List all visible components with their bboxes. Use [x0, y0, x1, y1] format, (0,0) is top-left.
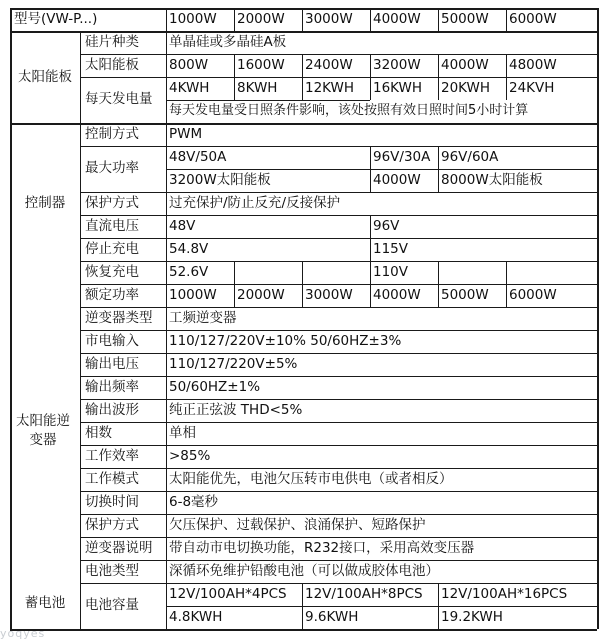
- grid-line: [166, 606, 597, 607]
- grid-line: [80, 491, 597, 492]
- row-label: 额定功率: [85, 287, 139, 303]
- cell-text: 9.6KWH: [305, 609, 359, 625]
- grid-line: [234, 261, 235, 284]
- grid-line: [506, 8, 507, 31]
- model-column-header: 2000W: [237, 11, 285, 27]
- cell-text: >85%: [169, 448, 211, 464]
- cell-text: PWM: [169, 126, 203, 142]
- cell-text: 2400W: [305, 57, 353, 73]
- grid-line: [80, 376, 597, 377]
- row-label: 硅片种类: [85, 34, 139, 50]
- cell-text: 太阳能优先，电池欠压转市电供电（或者相反）: [169, 471, 453, 487]
- cell-text: 8KWH: [237, 80, 278, 96]
- cell-text: 12V/100AH*16PCS: [441, 586, 568, 602]
- grid-line: [302, 8, 303, 31]
- cell-text: 48V: [169, 218, 196, 234]
- grid-line: [80, 307, 597, 308]
- model-column-header: 4000W: [373, 11, 421, 27]
- cell-text: 1600W: [237, 57, 285, 73]
- row-label: 工作模式: [85, 471, 139, 487]
- grid-line: [10, 629, 597, 631]
- grid-line: [438, 261, 439, 284]
- grid-line: [80, 31, 81, 629]
- cell-text: 110/127/220V±10% 50/60HZ±3%: [169, 333, 402, 349]
- cell-text: 欠压保护、过载保护、浪涌保护、短路保护: [169, 517, 426, 533]
- cell-text: 12V/100AH*4PCS: [169, 586, 287, 602]
- grid-line: [302, 583, 303, 629]
- cell-text: 3200W太阳能板: [169, 172, 271, 188]
- grid-line: [370, 8, 371, 31]
- grid-line: [80, 445, 597, 446]
- grid-line: [10, 8, 597, 10]
- grid-line: [370, 215, 371, 284]
- cell-text: 4000W: [373, 287, 421, 303]
- row-label: 相数: [85, 425, 112, 441]
- grid-line: [438, 284, 439, 307]
- row-label: 停止充电: [85, 241, 139, 257]
- grid-line: [80, 215, 597, 216]
- grid-line: [80, 514, 597, 515]
- cell-text: 19.2KWH: [441, 609, 503, 625]
- section-controller: 控制器: [24, 195, 66, 211]
- grid-line: [302, 54, 303, 100]
- grid-line: [438, 8, 439, 31]
- model-column-header: 5000W: [441, 11, 489, 27]
- cell-text: 工频逆变器: [169, 310, 237, 326]
- cell-text: 20KWH: [441, 80, 491, 96]
- cell-text: 过充保护/防止反充/反接保护: [169, 195, 341, 211]
- grid-line: [80, 468, 597, 469]
- cell-text: 110V: [373, 264, 409, 280]
- model-column-header: 1000W: [169, 11, 217, 27]
- grid-line: [597, 8, 599, 629]
- grid-line: [80, 192, 597, 193]
- cell-text: 6000W: [509, 287, 557, 303]
- cell-text: 48V/50A: [169, 149, 227, 165]
- grid-line: [80, 238, 597, 239]
- grid-line: [80, 146, 597, 147]
- row-label: 控制方式: [85, 126, 139, 142]
- cell-text: 纯正正弦波 THD<5%: [169, 402, 303, 418]
- cell-text: 带自动市电切换功能，R232接口，采用高效变压器: [169, 540, 475, 556]
- grid-line: [166, 8, 167, 629]
- grid-line: [10, 123, 597, 125]
- row-label: 输出波形: [85, 402, 139, 418]
- cell-text: 24KVH: [509, 80, 555, 96]
- grid-line: [370, 146, 371, 192]
- cell-text: 50/60HZ±1%: [169, 379, 261, 395]
- section-battery: 蓄电池: [24, 594, 66, 611]
- row-label: 工作效率: [85, 448, 139, 464]
- row-label: 逆变器类型: [85, 310, 153, 326]
- grid-line: [80, 537, 597, 538]
- grid-line: [166, 169, 597, 170]
- grid-line: [80, 399, 597, 400]
- row-label: 电池容量: [85, 597, 139, 613]
- grid-line: [80, 54, 597, 55]
- grid-line: [438, 583, 439, 629]
- cell-text: 800W: [169, 57, 209, 73]
- row-label: 每天发电量: [85, 91, 153, 107]
- model-column-header: 3000W: [305, 11, 353, 27]
- grid-line: [370, 54, 371, 100]
- cell-text: 4000W: [373, 172, 421, 188]
- cell-text: 单相: [169, 425, 196, 441]
- cell-text: 1000W: [169, 287, 217, 303]
- cell-text: 5000W: [441, 287, 489, 303]
- grid-line: [80, 353, 597, 354]
- row-label: 保护方式: [85, 517, 139, 533]
- grid-line: [80, 422, 597, 423]
- row-label: 保护方式: [85, 195, 139, 211]
- cell-text: 2000W: [237, 287, 285, 303]
- grid-line: [234, 284, 235, 307]
- cell-text: 3000W: [305, 287, 353, 303]
- row-label: 输出频率: [85, 379, 139, 395]
- daily-gen-note: 每天发电量受日照条件影响，该处按照有效日照时间5小时计算: [169, 103, 529, 118]
- grid-line: [438, 146, 439, 192]
- cell-text: 96V: [373, 218, 400, 234]
- row-label: 逆变器说明: [85, 540, 153, 556]
- grid-line: [80, 560, 597, 561]
- grid-line: [80, 330, 597, 331]
- grid-line: [302, 261, 303, 284]
- grid-line: [10, 8, 12, 629]
- cell-text: 96V/30A: [373, 149, 431, 165]
- grid-line: [506, 284, 507, 307]
- grid-line: [234, 54, 235, 100]
- cell-text: 4.8KWH: [169, 609, 223, 625]
- row-label: 最大功率: [85, 160, 139, 176]
- cell-text: 4000W: [441, 57, 489, 73]
- row-label: 恢复充电: [85, 264, 139, 280]
- row-label: 太阳能板: [85, 57, 139, 73]
- section-solar-panel: 太阳能板: [18, 68, 72, 85]
- row-label: 输出电压: [85, 356, 139, 372]
- cell-text: 16KWH: [373, 80, 423, 96]
- row-label: 直流电压: [85, 218, 139, 234]
- cell-text: 8000W太阳能板: [441, 172, 543, 188]
- grid-line: [10, 31, 597, 33]
- cell-text: 54.8V: [169, 241, 209, 257]
- model-header-label: 型号(VW-P...): [14, 11, 98, 27]
- cell-text: 深循环免维护铅酸电池（可以做成胶体电池）: [169, 563, 439, 579]
- cell-text: 115V: [373, 241, 409, 257]
- grid-line: [506, 261, 507, 284]
- grid-line: [438, 54, 439, 100]
- grid-line: [302, 284, 303, 307]
- cell-text: 110/127/220V±5%: [169, 356, 298, 372]
- grid-line: [234, 8, 235, 31]
- grid-line: [166, 100, 370, 101]
- section-inverter: 太阳能逆变器: [16, 412, 70, 448]
- cell-text: 52.6V: [169, 264, 209, 280]
- grid-line: [80, 583, 597, 584]
- cell-text: 4800W: [509, 57, 557, 73]
- grid-line: [80, 261, 597, 262]
- row-label: 切换时间: [85, 494, 139, 510]
- cell-text: 96V/60A: [441, 149, 499, 165]
- row-label: 电池类型: [85, 563, 139, 579]
- cell-text: 单晶硅或多晶硅A板: [169, 34, 287, 50]
- cell-text: 12KWH: [305, 80, 355, 96]
- grid-line: [80, 77, 597, 78]
- cell-text: 6-8毫秒: [169, 494, 219, 510]
- grid-line: [506, 54, 507, 100]
- watermark: yoqyes: [0, 627, 46, 640]
- row-label: 市电输入: [85, 333, 139, 349]
- model-column-header: 6000W: [509, 11, 557, 27]
- cell-text: 4KWH: [169, 80, 210, 96]
- cell-text: 12V/100AH*8PCS: [305, 586, 423, 602]
- cell-text: 3200W: [373, 57, 421, 73]
- grid-line: [80, 284, 597, 285]
- grid-line: [370, 284, 371, 307]
